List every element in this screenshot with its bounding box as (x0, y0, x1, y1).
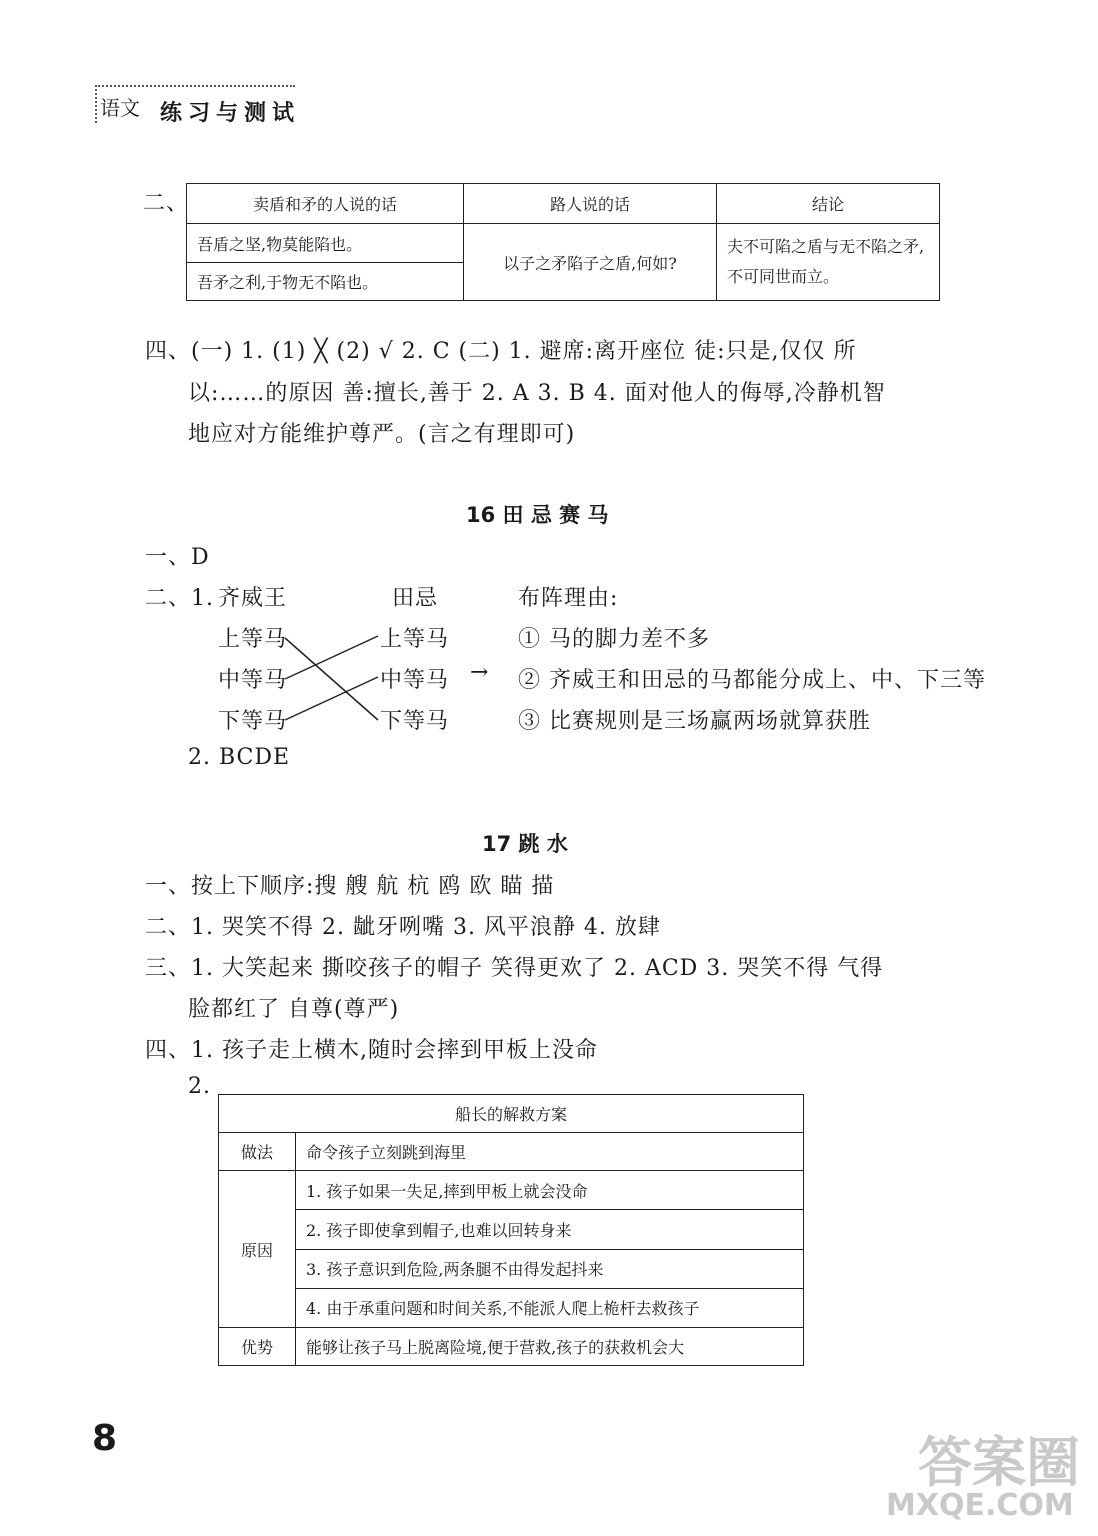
row-label: 优势 (219, 1327, 296, 1365)
table-cell: 2. 孩子即使拿到帽子,也难以回转身来 (296, 1210, 804, 1249)
answer-line: 以:……的原因 善:擅长,善于 2. A 3. B 4. 面对他人的侮辱,冷静机智 (188, 381, 886, 406)
page-number: 8 (92, 1418, 118, 1459)
answer-line: 一、D (145, 545, 210, 570)
answer-line: 地应对方能维护尊严。(言之有理即可) (188, 422, 576, 447)
conclusion-line: 夫不可陷之盾与无不陷之矛, (727, 237, 925, 257)
horse-left: 下等马 (218, 709, 288, 734)
table-header: 路人说的话 (464, 184, 717, 224)
question-label: 二、 (143, 191, 190, 216)
reason-item: ② 齐威王和田忌的马都能分成上、中、下三等 (518, 668, 986, 693)
reason-item: ① 马的脚力差不多 (518, 627, 710, 652)
horse-left: 上等马 (218, 627, 288, 652)
horse-left: 中等马 (218, 668, 288, 693)
answer-line: 三、1. 大笑起来 撕咬孩子的帽子 笑得更欢了 2. ACD 3. 哭笑不得 气得 (145, 956, 884, 981)
answer-line: 四、(一) 1. (1) ╳ (2) √ 2. C (二) 1. 避席:离开座位 徒:只是,仅仅 所 (145, 339, 857, 364)
rescue-plan-table (218, 1094, 804, 1366)
answer-line: 一、按上下顺序:搜 艘 航 杭 鸥 欧 瞄 描 (145, 874, 555, 899)
column-head: 布阵理由: (518, 586, 619, 611)
column-head: 田忌 (392, 586, 439, 611)
table-header: 结论 (717, 184, 940, 224)
match-line (285, 638, 378, 720)
match-line (285, 677, 378, 720)
lesson-title: 17 跳 水 (482, 832, 568, 856)
table-cell: 以子之矛陷子之盾,何如? (464, 224, 717, 301)
table-cell: 吾矛之利,于物无不陷也。 (187, 262, 464, 300)
table-cell: 1. 孩子如果一失足,摔到甲板上就会没命 (296, 1171, 804, 1210)
horse-right: 中等马 (380, 668, 450, 693)
match-line (285, 636, 378, 679)
row-label: 做法 (219, 1133, 296, 1171)
watermark-logo: 答案圈 (918, 1431, 1080, 1494)
table-cell: 3. 孩子意识到危险,两条腿不由得发起抖来 (296, 1249, 804, 1288)
answer-line: 脸都红了 自尊(尊严) (188, 997, 400, 1022)
table-cell: 能够让孩子马上脱离险境,便于营救,孩子的获救机会大 (296, 1327, 804, 1365)
row-label: 原因 (219, 1171, 296, 1328)
table-cell: 吾盾之坚,物莫能陷也。 (187, 224, 464, 262)
answer-line: 2. BCDE (188, 745, 291, 770)
horse-right: 上等马 (380, 627, 450, 652)
table-cell: 4. 由于承重问题和时间关系,不能派人爬上桅杆去救孩子 (296, 1288, 804, 1327)
lesson-title: 16 田 忌 赛 马 (466, 503, 609, 527)
answer-line: 二、1. (145, 586, 214, 611)
watermark-url: MXQE.COM (886, 1488, 1074, 1523)
subject-label: 语文 (100, 96, 140, 120)
answer-line: 二、1. 哭笑不得 2. 龇牙咧嘴 3. 风平浪静 4. 放肆 (145, 915, 661, 940)
column-head: 齐威王 (218, 586, 288, 611)
conclusion-line: 不可同世而立。 (727, 267, 840, 287)
horse-right: 下等马 (380, 709, 450, 734)
answer-line: 2. (188, 1074, 211, 1099)
book-title: 练习与测试 (160, 101, 301, 126)
table-cell: 命令孩子立刻跳到海里 (296, 1133, 804, 1171)
answer-line: 四、1. 孩子走上横木,随时会摔到甲板上没命 (145, 1038, 598, 1063)
table-title: 船长的解救方案 (219, 1095, 804, 1133)
table-header: 卖盾和矛的人说的话 (187, 184, 464, 224)
arrow-icon: → (470, 660, 490, 685)
reason-item: ③ 比赛规则是三场赢两场就算获胜 (518, 709, 871, 734)
